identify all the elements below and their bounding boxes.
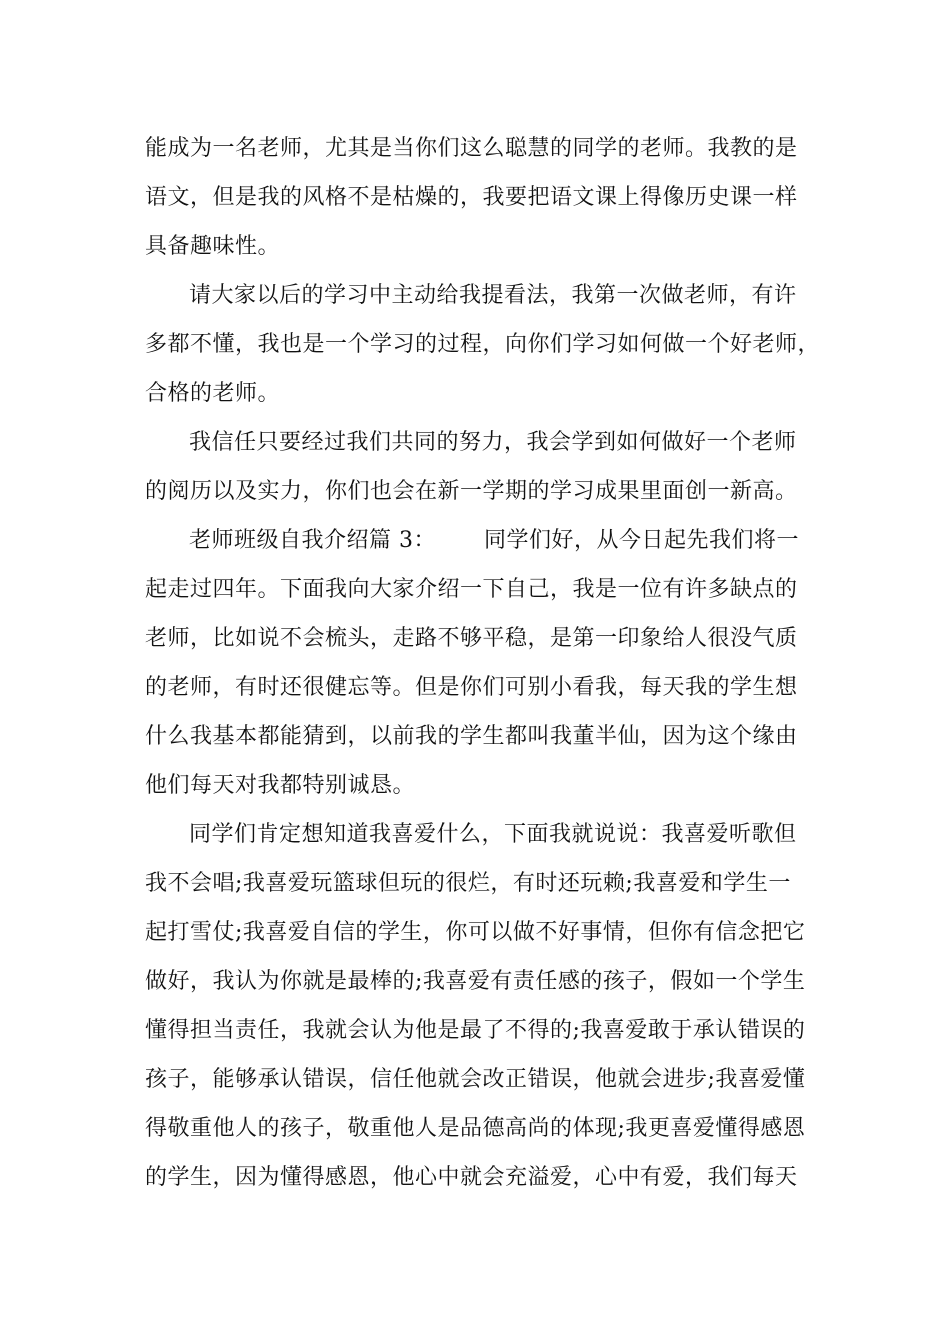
- text-line: 老师，比如说不会梳头，走路不够平稳，是第一印象给人很没气质: [145, 626, 798, 651]
- text-line: 的学生，因为懂得感恩，他心中就会充溢爱，心中有爱，我们每天: [145, 1165, 798, 1190]
- text-line: 的老师，有时还很健忘等。但是你们可别小看我，每天我的学生想: [145, 675, 798, 700]
- text-line: 语文，但是我的风格不是枯燥的，我要把语文课上得像历史课一样: [145, 185, 798, 210]
- text-line: 他们每天对我都特别诚恳。: [145, 773, 416, 798]
- text-line: 多都不懂，我也是一个学习的过程，向你们学习如何做一个好老师，: [145, 332, 821, 357]
- text-line: 什么我基本都能猜到，以前我的学生都叫我董半仙，因为这个缘由: [145, 724, 798, 749]
- text-line: 同学们肯定想知道我喜爱什么，下面我就说说：我喜爱听歌但: [189, 822, 797, 847]
- text-line: 起走过四年。下面我向大家介绍一下自己，我是一位有许多缺点的: [145, 577, 798, 602]
- text-line: 的阅历以及实力，你们也会在新一学期的学习成果里面创一新高。: [145, 479, 798, 504]
- section-heading-line: [145, 516, 815, 565]
- text-line: 起打雪仗;我喜爱自信的学生，你可以做不好事情，但你有信念把它: [145, 920, 806, 945]
- section-heading-tail: 同学们好，从今日起先我们将一: [484, 528, 800, 553]
- text-line: 我不会唱;我喜爱玩篮球但玩的很烂，有时还玩赖;我喜爱和学生一: [145, 871, 791, 896]
- text-line: 具备趣味性。: [145, 234, 281, 259]
- text-line: 请大家以后的学习中主动给我提看法，我第一次做老师，有许: [189, 283, 797, 308]
- text-line: 我信任只要经过我们共同的努力，我会学到如何做好一个老师: [189, 430, 797, 455]
- text-line: 得敬重他人的孩子，敬重他人是品德高尚的体现;我更喜爱懂得感恩: [145, 1116, 806, 1141]
- text-line: 做好，我认为你就是最棒的;我喜爱有责任感的孩子，假如一个学生: [145, 969, 806, 994]
- text-line: 能成为一名老师，尤其是当你们这么聪慧的同学的老师。我教的是: [145, 136, 798, 161]
- section-heading: 老师班级自我介绍篇 3：: [189, 528, 436, 553]
- body-text: [145, 124, 821, 1202]
- text-line: 合格的老师。: [145, 381, 281, 406]
- text-line: 懂得担当责任，我就会认为他是最了不得的;我喜爱敢于承认错误的: [145, 1018, 806, 1043]
- text-line: 孩子，能够承认错误，信任他就会改正错误，他就会进步;我喜爱懂: [145, 1067, 806, 1092]
